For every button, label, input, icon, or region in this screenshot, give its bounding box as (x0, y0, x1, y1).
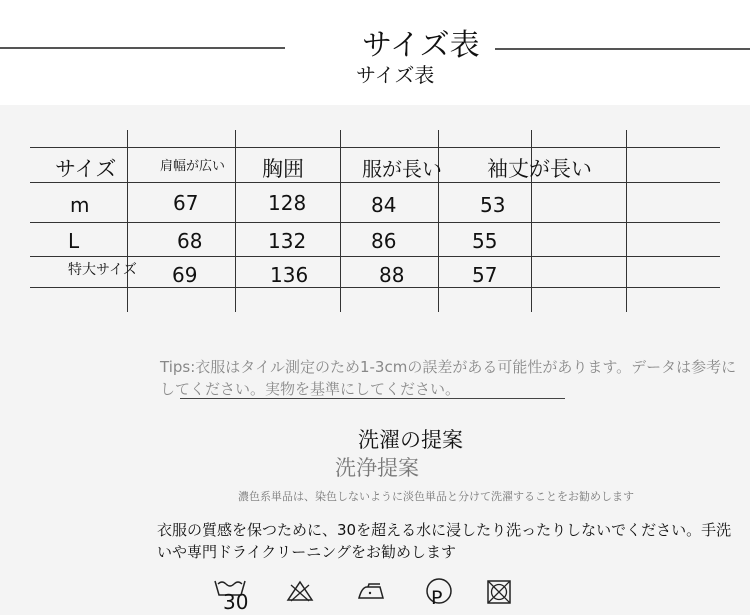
table-rule (30, 182, 720, 183)
table-rule (30, 256, 720, 257)
no-tumble-dry-icon (486, 579, 512, 609)
table-cell: 86 (371, 229, 397, 253)
table-cell: 69 (172, 263, 198, 287)
table-rule (30, 147, 720, 148)
table-cell: 57 (472, 263, 498, 287)
washing-note-small: 濃色系単品は、染色しないように淡色単品と分けて洗濯することをお勧めします (238, 490, 634, 503)
table-rule (30, 222, 720, 223)
table-cell-size: m (70, 193, 90, 217)
tips-underline (180, 398, 565, 399)
dry-clean-label: P (431, 587, 443, 609)
header-sleeve: 袖丈が長い (487, 157, 592, 181)
washing-subtitle: 洗浄提案 (335, 456, 419, 480)
table-rule (30, 287, 720, 288)
table-column-rule (235, 130, 236, 312)
table-column-rule (127, 130, 128, 312)
page-title: サイズ表 (362, 28, 480, 63)
wash-temperature-label: 30 (223, 590, 249, 614)
page-subtitle: サイズ表 (356, 63, 435, 87)
table-column-rule (340, 130, 341, 312)
header-length: 服が長い (362, 157, 442, 181)
washing-note-main: 衣服の質感を保つために、30を超える水に浸したり洗ったりしないでください。手洗いや専門ドライクリーニングをお勧めします (157, 521, 732, 561)
table-cell: 84 (371, 193, 397, 217)
title-rule-right (495, 48, 750, 50)
no-bleach-icon (286, 580, 314, 606)
table-cell: 67 (173, 191, 199, 215)
header-shoulder: 肩幅が広い (160, 159, 226, 174)
table-cell: 53 (480, 193, 506, 217)
table-cell: 132 (268, 229, 307, 253)
table-cell: 88 (379, 263, 405, 287)
header-size: サイズ (55, 157, 117, 181)
table-cell-size: 特大サイズ (68, 262, 137, 278)
table-cell: 68 (177, 229, 203, 253)
washing-title: 洗濯の提案 (358, 428, 463, 452)
measurement-tips: Tips:衣服はタイル測定のため1-3cmの誤差がある可能性があります。データは参考にしてください。実物を基準にしてください。 (160, 358, 737, 398)
table-cell: 136 (270, 263, 309, 287)
iron-icon (356, 581, 386, 605)
header-chest: 胸囲 (262, 157, 304, 181)
title-rule-left (0, 47, 285, 49)
header-area (0, 0, 750, 105)
table-cell-size: L (68, 229, 80, 253)
table-cell: 128 (268, 191, 307, 215)
table-column-rule (626, 130, 627, 312)
table-cell: 55 (472, 229, 498, 253)
